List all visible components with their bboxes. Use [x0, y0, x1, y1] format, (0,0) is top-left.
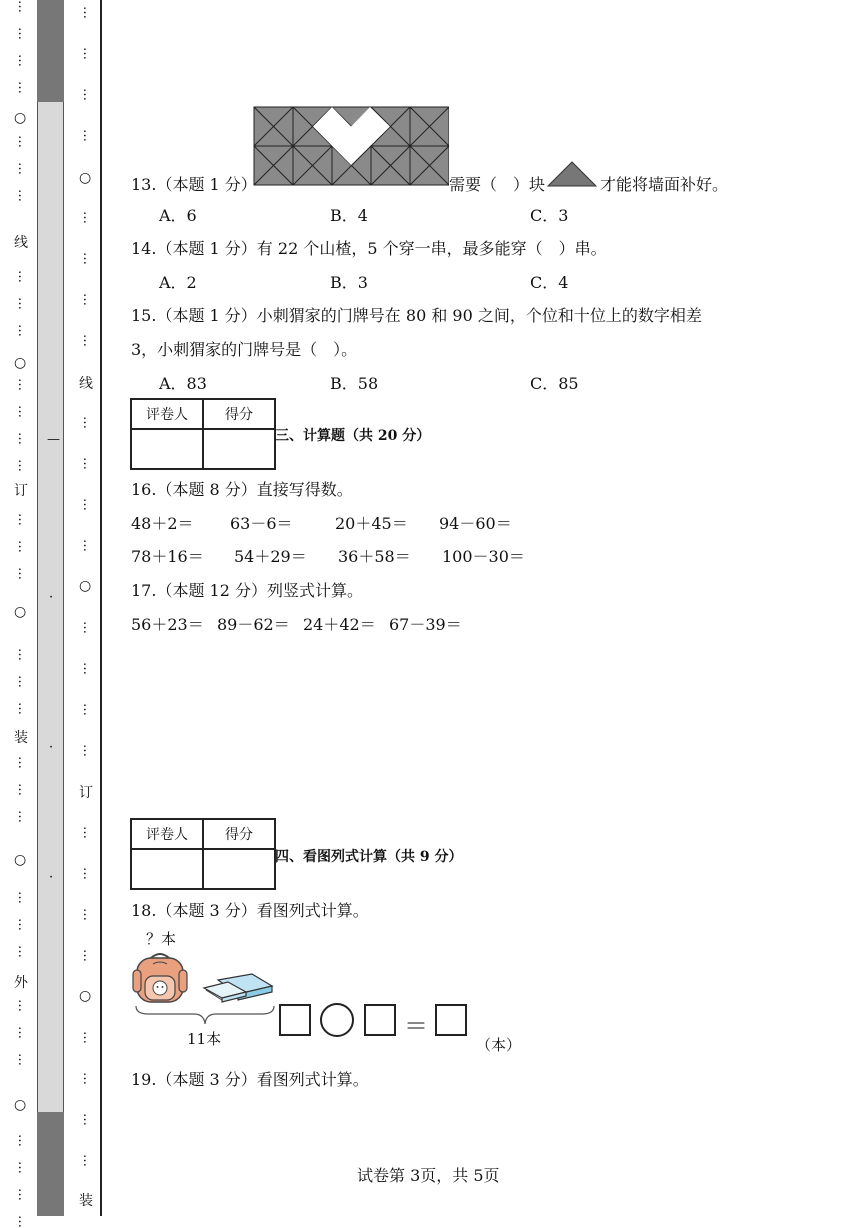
- margin-dots: …: [80, 867, 95, 880]
- margin-dots: …: [15, 459, 30, 472]
- q18-question-label: ？本: [146, 930, 177, 948]
- q16-expr: 78＋16＝: [131, 547, 204, 566]
- q16-expr: 36＋58＝: [338, 547, 411, 566]
- margin-dots: …: [15, 783, 30, 796]
- q14-option-a: A．2: [159, 273, 197, 292]
- cut-circle-icon: ○: [14, 1097, 27, 1113]
- binding-bar-top-block: [37, 0, 64, 102]
- q13-suffix: 才能将墙面补好。: [600, 175, 729, 194]
- margin-dots: …: [80, 498, 95, 511]
- margin-dots: …: [15, 891, 30, 904]
- inner-dash-mark: —: [47, 432, 60, 447]
- margin-dots: …: [15, 1134, 30, 1147]
- answer-box[interactable]: [364, 1004, 396, 1036]
- q16-expr: 48＋2＝: [131, 514, 194, 533]
- margin-dots: …: [80, 539, 95, 552]
- margin-dots: …: [80, 662, 95, 675]
- margin-dots: …: [80, 457, 95, 470]
- q15-option-a: A．83: [159, 374, 207, 393]
- section-4-title: 四、看图列式计算（共 9 分）: [275, 849, 463, 865]
- q13-option-b: B．4: [330, 206, 368, 225]
- books-icon: [202, 970, 274, 1004]
- margin-dots: …: [15, 270, 30, 283]
- binding-label: 装: [79, 1193, 93, 1209]
- margin-dots: …: [80, 703, 95, 716]
- margin-dots: …: [15, 405, 30, 418]
- margin-dots: …: [80, 621, 95, 634]
- binding-label: 线: [79, 376, 93, 392]
- margin-dots: …: [15, 1188, 30, 1201]
- q16-expr: 20＋45＝: [335, 514, 408, 533]
- margin-dots: …: [15, 810, 30, 823]
- margin-dots: …: [80, 744, 95, 757]
- cut-circle-icon: ○: [14, 604, 27, 620]
- total-brace: [134, 1004, 276, 1026]
- margin-dots: …: [80, 1031, 95, 1044]
- q13-option-a: A．6: [159, 206, 197, 225]
- score-table: [130, 398, 276, 470]
- margin-dots: …: [15, 702, 30, 715]
- q16-expr: 100－30＝: [442, 547, 525, 566]
- margin-rule: [100, 0, 102, 1216]
- triangle-tile-icon: [546, 160, 598, 188]
- binding-bar-bottom-block: [37, 1112, 64, 1216]
- margin-dots: …: [15, 675, 30, 688]
- margin-dots: …: [80, 129, 95, 142]
- margin-dots: …: [15, 648, 30, 661]
- margin-dots: …: [15, 567, 30, 580]
- margin-dots: …: [15, 297, 30, 310]
- cut-circle-icon: ○: [79, 578, 92, 594]
- answer-box[interactable]: [279, 1004, 311, 1036]
- margin-dots: …: [80, 416, 95, 429]
- margin-dots: …: [15, 540, 30, 553]
- margin-dots: …: [15, 27, 30, 40]
- cut-circle-icon: ○: [79, 988, 92, 1004]
- wall-tile-figure: [253, 105, 449, 187]
- score-table-grader-header: 评卷人: [131, 819, 203, 849]
- margin-dots: …: [15, 324, 30, 337]
- q18-text: 18.（本题 3 分）看图列式计算。: [131, 901, 369, 920]
- q16-expr: 54＋29＝: [234, 547, 307, 566]
- margin-dots: …: [15, 756, 30, 769]
- score-table-score-header: 得分: [203, 399, 275, 429]
- margin-dots: …: [15, 135, 30, 148]
- q16-expr: 94－60＝: [439, 514, 512, 533]
- binding-label: 装: [14, 730, 28, 746]
- q15-option-b: B．58: [330, 374, 379, 393]
- score-table-grader-cell: [131, 429, 203, 469]
- margin-dots: …: [15, 945, 30, 958]
- inner-dot-mark: ·: [49, 740, 54, 755]
- margin-dots: …: [80, 211, 95, 224]
- margin-dots: …: [80, 908, 95, 921]
- q17-text: 17.（本题 12 分）列竖式计算。: [131, 581, 363, 600]
- margin-dots: …: [15, 1161, 30, 1174]
- cut-circle-icon: ○: [14, 355, 27, 371]
- q17-expr: 89－62＝: [217, 615, 290, 634]
- q15-line1: 15.（本题 1 分）小刺猬家的门牌号在 80 和 90 之间，个位和十位上的数字相差: [131, 306, 702, 325]
- inner-dot-mark: ·: [49, 870, 54, 885]
- margin-dots: …: [15, 378, 30, 391]
- score-table-grader-cell: [131, 849, 203, 889]
- binding-bar: [37, 0, 64, 1216]
- q17-expr: 24＋42＝: [303, 615, 376, 634]
- q14-option-c: C．4: [530, 273, 569, 292]
- margin-dots: …: [80, 252, 95, 265]
- operator-circle[interactable]: [320, 1003, 354, 1037]
- cut-circle-icon: ○: [14, 852, 27, 868]
- binding-label: 外: [14, 975, 28, 991]
- q13-mid: 需要（ ）块: [449, 175, 546, 194]
- margin-dots: …: [15, 918, 30, 931]
- score-table-grader-header: 评卷人: [131, 399, 203, 429]
- binding-label: 订: [14, 483, 28, 499]
- margin-dots: …: [80, 1154, 95, 1167]
- margin-dots: …: [80, 1113, 95, 1126]
- q18-unit: （本）: [476, 1036, 522, 1054]
- backpack-icon: [131, 950, 189, 1006]
- cut-circle-icon: ○: [14, 110, 27, 126]
- margin-dots: …: [15, 0, 30, 13]
- margin-dots: …: [15, 162, 30, 175]
- q16-expr: 63－6＝: [230, 514, 293, 533]
- binding-label: 订: [79, 785, 93, 801]
- margin-dots: …: [80, 949, 95, 962]
- page-footer: 试卷第 3页，共 5页: [357, 1166, 500, 1185]
- margin-dots: …: [80, 47, 95, 60]
- score-table: [130, 818, 276, 890]
- section-3-title: 三、计算题（共 20 分）: [275, 428, 431, 444]
- margin-dots: …: [15, 1053, 30, 1066]
- margin-dots: …: [15, 189, 30, 202]
- margin-dots: …: [15, 513, 30, 526]
- answer-box[interactable]: [435, 1004, 467, 1036]
- margin-dots: …: [15, 1026, 30, 1039]
- q19-text: 19.（本题 3 分）看图列式计算。: [131, 1070, 369, 1089]
- margin-dots: …: [80, 6, 95, 19]
- score-table-score-header: 得分: [203, 819, 275, 849]
- margin-dots: …: [15, 999, 30, 1012]
- margin-dots: …: [80, 293, 95, 306]
- margin-dots: …: [15, 81, 30, 94]
- q14-text: 14.（本题 1 分）有 22 个山楂，5 个穿一串，最多能穿（ ）串。: [131, 239, 607, 258]
- margin-dots: …: [15, 1215, 30, 1228]
- q17-expr: 56＋23＝: [131, 615, 204, 634]
- margin-dots: …: [80, 826, 95, 839]
- q13-prefix: 13.（本题 1 分）: [131, 175, 257, 194]
- q18-total-label: 11本: [187, 1030, 222, 1048]
- margin-dots: …: [15, 54, 30, 67]
- score-table-score-cell: [203, 429, 275, 469]
- cut-circle-icon: ○: [79, 170, 92, 186]
- q14-option-b: B．3: [330, 273, 368, 292]
- q15-option-c: C．85: [530, 374, 579, 393]
- margin-dots: …: [80, 1072, 95, 1085]
- margin-dots: …: [80, 334, 95, 347]
- margin-dots: …: [80, 88, 95, 101]
- q17-expr: 67－39＝: [389, 615, 462, 634]
- q15-line2: 3，小刺猬家的门牌号是（ ）。: [131, 340, 358, 359]
- inner-dot-mark: ·: [49, 590, 54, 605]
- q13-option-c: C．3: [530, 206, 569, 225]
- equals-sign: ＝: [404, 1012, 428, 1040]
- binding-label: 线: [14, 235, 28, 251]
- margin-dots: …: [15, 432, 30, 445]
- score-table-score-cell: [203, 849, 275, 889]
- q16-text: 16.（本题 8 分）直接写得数。: [131, 480, 353, 499]
